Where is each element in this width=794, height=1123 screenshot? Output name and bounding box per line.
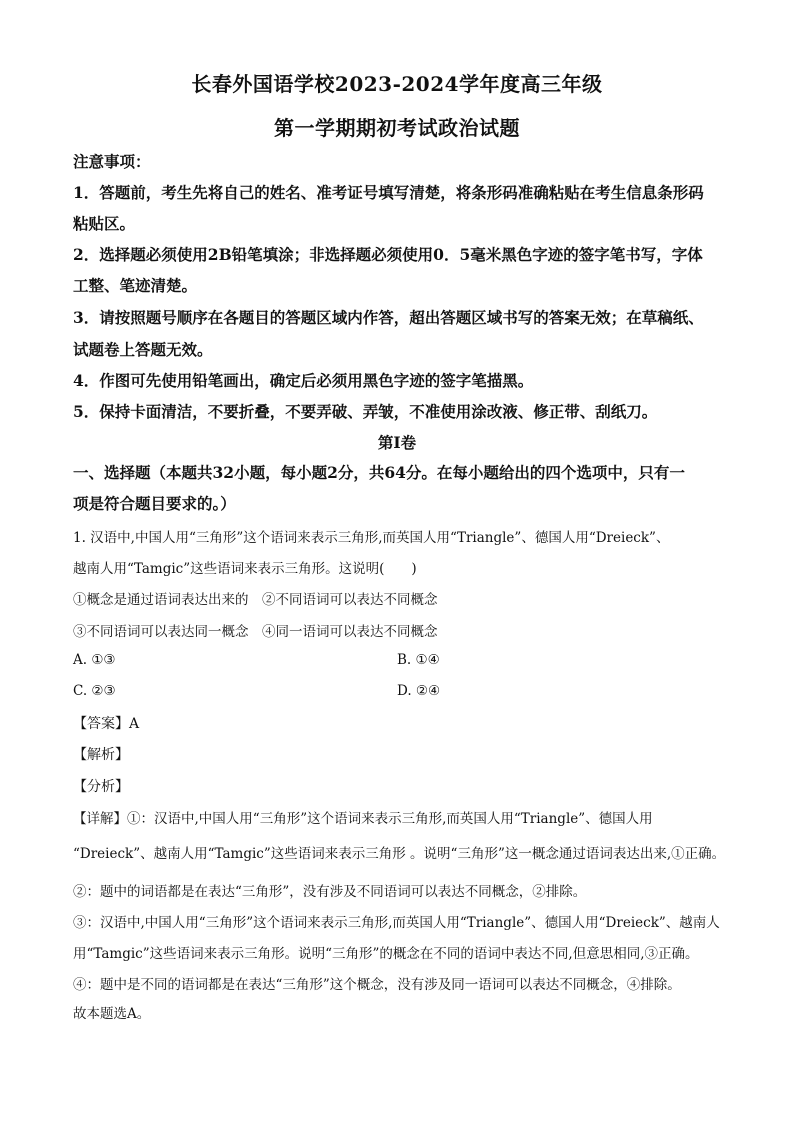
question-statements-line2: ③不同语词可以表达同一概念 ④同一语词可以表达不同概念: [73, 624, 438, 640]
detail-line: ④：题中是不同的语词都是在表达“三角形”这个概念，没有涉及同一语词可以表达不同概念，④排除。: [73, 977, 681, 993]
notes-line: 工整、笔迹清楚。: [73, 276, 198, 295]
notes-line: 2．选择题必须使用2B铅笔填涂；非选择题必须使用0．5毫米黑色字迹的签字笔书写，字体: [73, 245, 703, 264]
exam-title-line1: 长春外国语学校2023-2024学年度高三年级: [191, 72, 603, 96]
exam-title-line2: 第一学期期初考试政治试题: [274, 116, 520, 140]
section-title: 第Ⅰ卷: [377, 433, 417, 452]
fenxi-label: 【分析】: [73, 779, 129, 795]
notes-line: 粘贴区。: [73, 214, 136, 233]
detail-line: ②：题中的词语都是在表达“三角形”，没有涉及不同语词可以表达不同概念，②排除。: [73, 884, 587, 900]
option-c: C. ②③: [73, 683, 116, 699]
option-a: A. ①③: [73, 652, 116, 668]
option-d: D. ②④: [397, 683, 441, 699]
notes-line: 5．保持卡面清洁，不要折叠，不要弄破、弄皱，不准使用涂改液、修正带、刮纸刀。: [73, 402, 658, 421]
notes-line: 1．答题前，考生先将自己的姓名、准考证号填写清楚，将条形码准确粘贴在考生信息条形码: [73, 183, 704, 202]
part1-heading-line1: 一、选择题（本题共32小题，每小题2分，共64分。在每小题给出的四个选项中，只有一: [73, 463, 685, 482]
analysis-label: 【解析】: [73, 747, 129, 763]
notes-heading: 注意事项：: [73, 152, 151, 171]
notes-line: 3．请按照题号顺序在各题目的答题区域内作答，超出答题区域书写的答案无效；在草稿纸、: [73, 308, 704, 327]
part1-heading-line2: 项是符合题目要求的。）: [73, 494, 236, 513]
question-stem-line2: 越南人用“Tamgic”这些语词来表示三角形。这说明( ): [73, 561, 417, 577]
detail-line: ③：汉语中,中国人用“三角形”这个语词来表示三角形,而英国人用“Triangle”、德国人用“Dreieck”、越南人: [73, 915, 720, 931]
notes-line: 试题卷上答题无效。: [73, 340, 213, 359]
detail-line: 【详解】①：汉语中,中国人用“三角形”这个语词来表示三角形,而英国人用“Triangle”、德国人用: [73, 811, 653, 827]
detail-line: “Dreieck”、越南人用“Tamgic”这些语词来表示三角形 。说明“三角形”这一概念通过语词表达出来,①正确。: [73, 846, 726, 862]
notes-line: 4．作图可先使用铅笔画出，确定后必须用黑色字迹的签字笔描黑。: [73, 371, 534, 390]
question-stem-line1: 1. 汉语中,中国人用“三角形”这个语词来表示三角形,而英国人用“Triangle”、德国人用“Dreieck”、: [73, 530, 670, 546]
option-b: B. ①④: [397, 652, 440, 668]
detail-line: 用“Tamgic”这些语词来表示三角形。说明“三角形”的概念在不同的语词中表达不同,但意思相同,③正确。: [73, 946, 699, 962]
answer-label: 【答案】A: [73, 716, 140, 732]
question-statements-line1: ①概念是通过语词表达出来的 ②不同语词可以表达不同概念: [73, 592, 438, 608]
detail-line: 故本题选A。: [73, 1006, 151, 1022]
